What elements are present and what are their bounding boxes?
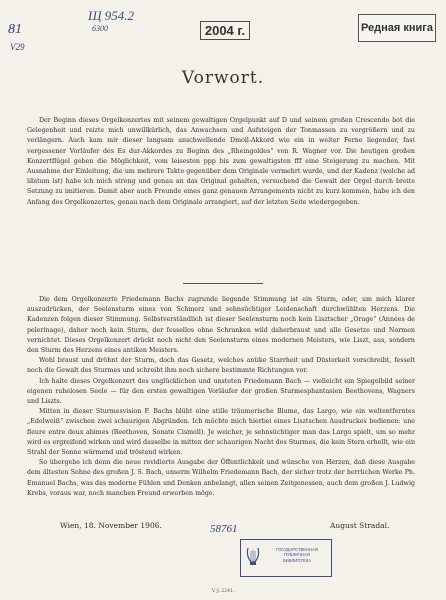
paragraph: Die dem Orgelkonzerte Friedemann Bachs zugrunde liegende Stimmung ist ein Sturm, oder, um mich klarer auszudrücken, der Seelensturm eines von Schmerz und sehnsüchtiger Leidenschaft durchwühlten Herzens. Die Kadenzen folgen dieser Stimmung. Selbstverständlich ist dieser Seelensturm noch kein Lisztscher „Orage“ (Années de pelerinage), daher noch kein Sturm, der fessellos ohne Schranken wild daherbraust und alle Gesetze und Normen vernichtet. Dieses Orgelkonzert drückt noch nicht den Seelensturm eines modernen Meisters, wie Liszt, aus, sondern den Sturm des Herzens eines antiken Meisters. — [27, 296, 415, 355]
shelf-sub-code: 6300 — [92, 24, 108, 33]
date-line: Wien, 18. November 1906. — [60, 521, 162, 530]
handwritten-number: 58761 — [210, 523, 238, 535]
margin-mark: V29 — [10, 42, 25, 52]
paragraph: Ich halte dieses Orgelkonzert des unglücklichen und unsteten Friedemann Bach — vielleicht ein Spiegelbild seiner eigenen ruhelosen Seele — für den ersten gewaltigen Vorläufer der großen Sturmesphantasien Beethovens, Wagners und Liszts. — [27, 377, 415, 406]
margin-mark: 81 — [8, 22, 22, 37]
preface-block-2 — [27, 295, 415, 499]
preface-block-1 — [27, 116, 415, 208]
year-stamp: 2004 г. — [200, 21, 250, 40]
author-signature: August Stradal. — [330, 521, 390, 530]
stamp-line: БИБЛИОТЕКА — [282, 557, 312, 563]
paragraph: Der Beginn dieses Orgelkonzertes mit seinem gewaltigen Orgelpunkt auf D und seinem großen Crescendo bot die Gelegenheit und reizte mich unwillkürlich, das Anwachsen und Aufsteigen der Tonmassen zu vergrößern und zu verlängern. Auch kam mir dieser langsam anschwellende Dmoll-Akkord wie ein in weiter Ferne liegender, fast vergessener Vorläufer des Es dur-Akkordes zu Beginn des „Rheingoldes“ von R. Wagner vor. Die heutigen großen Konzertflügel geben die Möglichkeit, vom leisesten ppp bis zum gewaltigsten fff eine Steigerung zu machen. Mit Ausnahme der Einleitung, die um mehrere Takte gegenüber dem Originale vermehrt wurde, und der Kadenz (welche ad libitum ist) habe ich mich streng und genau an das Original gehalten, versuchend die Gewalt der Orgel durch breite Setzung zu imitieren. Damit aber auch Freunde eines ganz genauen Arrangements nicht zu kurz kommen, habe ich den Anfang des Orgelkonzertes, genau nach dem Originale arrangiert, auf der letzten Seite wiedergegeben. — [27, 117, 415, 206]
paragraph: Mitten in dieser Sturmesvision F. Bachs blüht eine stille träumerische Blume, das Largo, wie ein weltentferntes „Edelweiß“ zwischen zwei schaurigen Abgründen. Ich möchte mich hierbei eines Lisztschen Ausdruckes bedienen: une fleure entre deux abimes (Beethoven, Sonate Cismoll). Je weicher, je sehnsüchtiger man das Largo spielt, um so mehr wird es ergreifend wirken und wird dasselbe in mitten der schaurigen Nacht des Sturmes, die kein Stern erhellt, wie ein Strahl der Sonne wärmend und tröstend wirken. — [27, 408, 415, 457]
lyre-icon — [245, 546, 261, 568]
rare-book-stamp: Редная книга — [358, 14, 436, 42]
library-stamp — [240, 539, 332, 577]
stamp-line: ГОСУДАРСТВЕННАЯ — [276, 547, 318, 552]
stamp-line: ПУБЛИЧНАЯ — [284, 552, 310, 558]
section-divider — [183, 283, 263, 284]
paragraph: So übergebe ich denn die neue revidierte Ausgabe der Öffentlichkeit und wünsche von Herzen, daß diese Ausgabe dem ältesten Sohne des großen J. S. Bach, unserm Wilhelm Friedemann Bach, der sicher trotz der herrlichen Werke Ph. Emanuel Bachs, was das moderne Fühlen und Denken anbelangt, allen seinen Zeitgenossen, auch dem großen J. Ludwig Krebs, voraus war, noch manchen Freund erwerben möge. — [27, 459, 415, 497]
paragraph: Wohl braust und dröhnt der Sturm, doch das Gesetz, welches antike Starrheit und Düsterkeit vorschreibt, fesselt noch die Gewalt des Sturmes und schreibt ihm noch sichere bestimmte Richtungen vor. — [27, 357, 415, 375]
shelf-code: Щ 954.2 — [88, 8, 135, 23]
footer-code: V.-J. 2241. — [211, 589, 235, 594]
page-title: Vorwort. — [181, 68, 265, 88]
